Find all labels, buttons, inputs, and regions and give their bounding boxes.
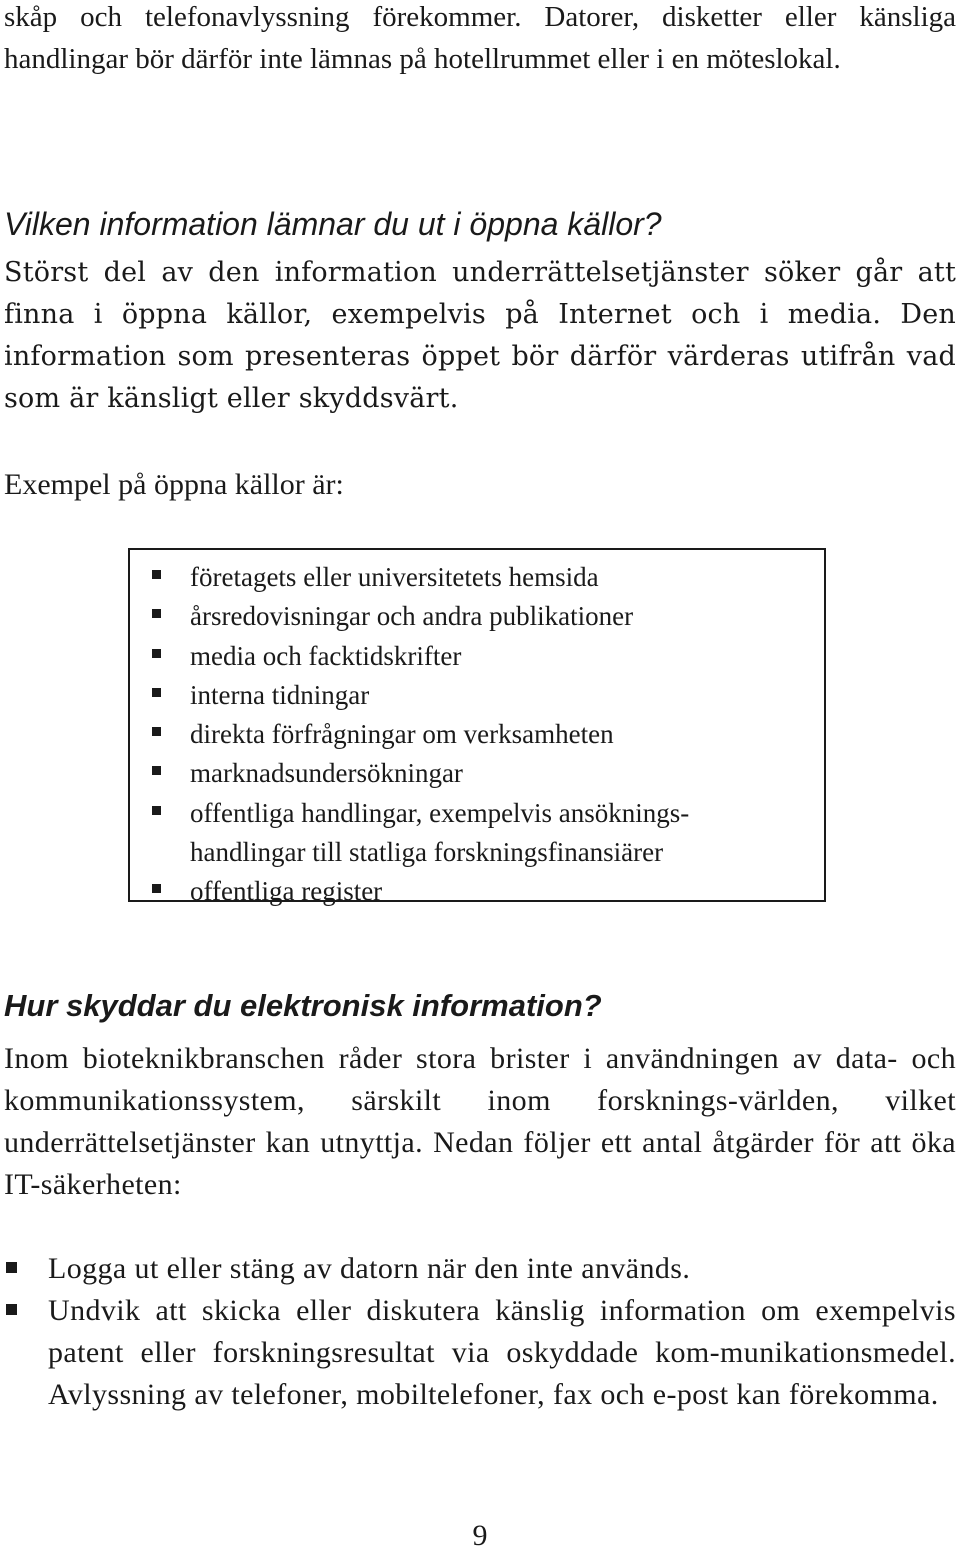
list-item-label: direkta förfrågningar om verksamheten <box>190 719 614 750</box>
square-bullet-icon <box>152 727 161 736</box>
list-item <box>130 794 824 833</box>
square-bullet-icon <box>152 688 161 697</box>
list-item-label: företagets eller universitetets hemsida <box>190 562 599 592</box>
open-sources-paragraph: Störst del av den information underrättelsetjänster söker går att finna i öppna källor, exempelvis på Internet och i media. Den information som presenteras öppet bör därför värderas utifrån vad som är känsligt eller skyddsvärt. <box>4 257 956 414</box>
electronic-info-paragraph: Inom bioteknikbranschen råder stora brister i användningen av data- och kommunikationssystem, särskilt inom forsknings-världen, vilket underrättelsetjänster kan utnyttja. Nedan följer ett antal åtgärder för att öka IT-säkerheten: <box>4 1042 956 1201</box>
page-number: 9 <box>472 1519 488 1552</box>
list-item-label: offentliga register <box>190 876 383 907</box>
list-item-continuation <box>130 833 824 872</box>
list-item <box>130 754 824 793</box>
list-item-label: interna tidningar <box>190 679 370 710</box>
list-item <box>130 715 824 754</box>
list-item-label: årsredovisningar och andra publikationer <box>190 601 634 632</box>
square-bullet-icon <box>152 609 161 618</box>
list-item <box>130 676 824 715</box>
examples-list <box>130 558 824 912</box>
square-bullet-icon <box>6 1304 17 1315</box>
list-item <box>4 1290 956 1416</box>
list-item <box>130 872 824 911</box>
list-item-label: media och facktidskrifter <box>190 640 462 671</box>
measures-list <box>4 1248 956 1416</box>
list-item-label: marknadsundersökningar <box>190 758 463 789</box>
list-item-label: Undvik att skicka eller diskutera känslig information om exempelvis patent eller forskningsresultat via oskyddade kom-munikationsmedel. Avlyssning av telefoner, mobiltelefoner, fax och e-post kan förekomma. <box>48 1294 956 1411</box>
section-heading-electronic-info: Hur skyddar du elektronisk information? <box>4 988 602 1023</box>
section-heading-open-sources: Vilken information lämnar du ut i öppna källor? <box>4 206 662 242</box>
list-item-label: offentliga handlingar, exempelvis ansöknings- <box>190 797 690 828</box>
list-item-label: handlingar till statliga forskningsfinansiärer <box>190 837 664 868</box>
list-item <box>130 558 824 597</box>
examples-label: Exempel på öppna källor är: <box>4 468 344 501</box>
list-item <box>4 1248 956 1290</box>
square-bullet-icon <box>152 649 161 658</box>
list-item <box>130 597 824 636</box>
square-bullet-icon <box>152 884 161 893</box>
square-bullet-icon <box>152 570 161 579</box>
square-bullet-icon <box>152 766 161 775</box>
examples-box <box>128 548 826 907</box>
list-item <box>130 637 824 676</box>
list-item-label: Logga ut eller stäng av datorn när den inte används. <box>48 1252 691 1285</box>
square-bullet-icon <box>152 806 161 815</box>
square-bullet-icon <box>6 1262 17 1273</box>
intro-paragraph: skåp och telefonavlyssning förekommer. Datorer, disketter eller känsliga handlingar bör därför inte lämnas på hotellrummet eller i en möteslokal. <box>4 1 956 75</box>
